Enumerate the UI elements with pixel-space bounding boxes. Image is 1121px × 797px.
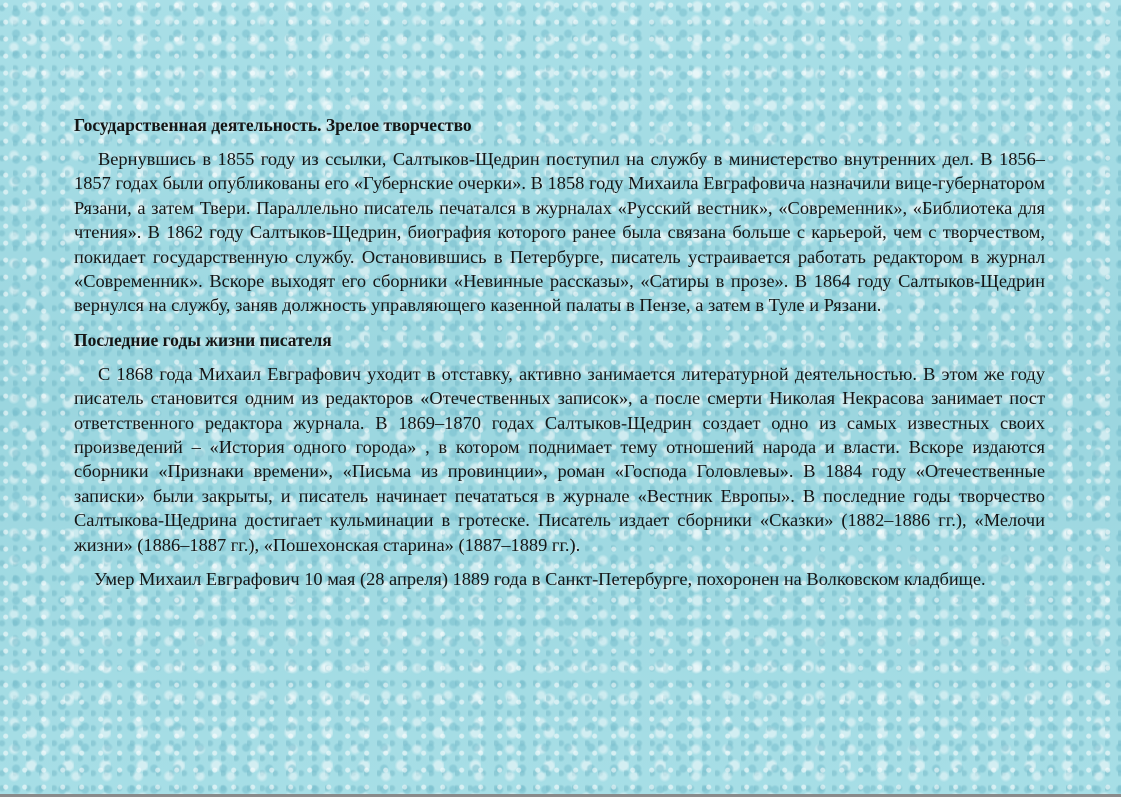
document-body [74,113,1045,592]
section-heading-career: Государственная деятельность. Зрелое творчество [74,115,472,135]
section-heading-last-years: Последние годы жизни писателя [74,329,332,350]
paragraph-death: Умер Михаил Евграфович 10 мая (28 апреля) 1889 года в Санкт-Петербурге, похоронен на Волковском кладбище. [94,569,986,590]
paragraph-last-years: С 1868 года Михаил Евграфович уходит в отставку, активно занимается литературной деятельностью. В этом же году писатель становится одним из редакторов «Отечественных записок», а после смерти Николая Некрасова занимает пост ответственного редактора журнала. В 1869–1870 годах Салтыков-Щедрин создает одно из самых известных своих произведений – «История одного города» , в котором поднимает тему отношений народа и власти. Вскоре издаются сборники «Признаки времени», «Письма из провинции», роман «Господа Головлевы». В 1884 году «Отечественные записки» были закрыты, и писатель начинает печататься в журнале «Вестник Европы». В последние годы творчество Салтыкова-Щедрина достигает кульминации в гротеске. Писатель издает сборники «Сказки» (1882–1886 гг.), «Мелочи жизни» (1886–1887 гг.), «Пошехонская старина» (1887–1889 гг.). [74,363,1045,555]
paragraph-career: Вернувшись в 1855 году из ссылки, Салтыков-Щедрин поступил на службу в министерство внутренних дел. В 1856–1857 годах были опубликованы его «Губернские очерки». В 1858 году Михаила Евграфовича назначили вице-губернатором Рязани, а затем Твери. Параллельно писатель печатался в журналах «Русский вестник», «Современник», «Библиотека для чтения». В 1862 году Салтыков-Щедрин, биография которого ранее была связана больше с карьерой, чем с творчеством, покидает государственную службу. Остановившись в Петербурге, писатель устраивается работать редактором в журнал «Современник». Вскоре выходят его сборники «Невинные рассказы», «Сатиры в прозе». В 1864 году Салтыков-Щедрин вернулся на службу, заняв должность управляющего казенной палаты в Пензе, а затем в Туле и Рязани. [74,149,1045,316]
